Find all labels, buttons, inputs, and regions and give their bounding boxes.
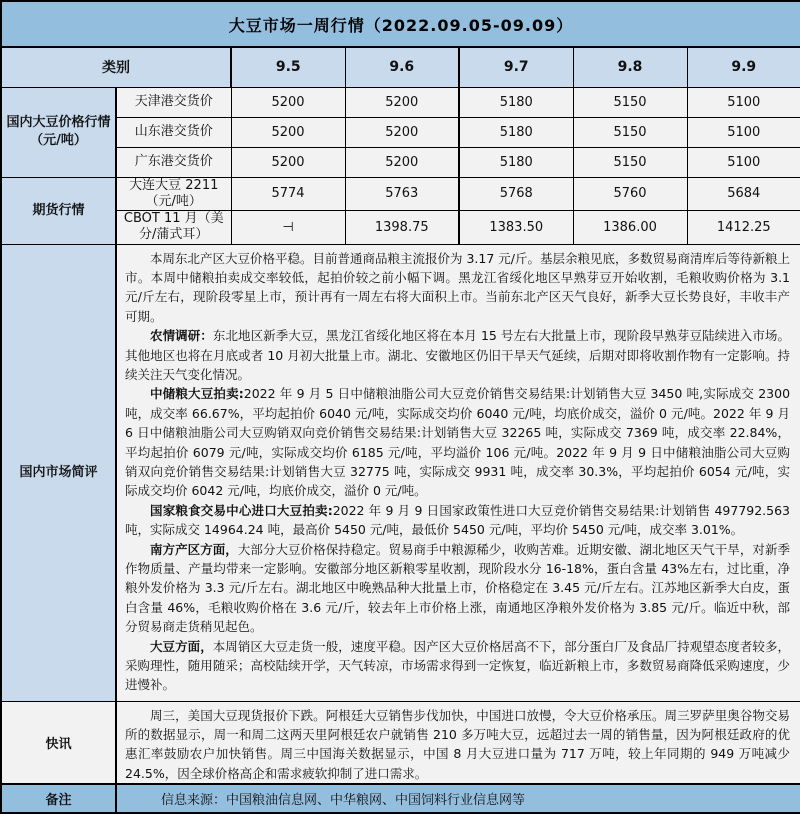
information-sources: 信息来源：中国粮油信息网、中华粮网、中国饲料行业信息网等 xyxy=(116,784,800,813)
price-cell: 1398.75 xyxy=(345,211,459,245)
column-header-category: 类别 xyxy=(1,47,231,87)
row-label-shandong-port: 山东港交货价 xyxy=(116,117,231,147)
price-cell: 5150 xyxy=(573,117,687,147)
column-header-date-9-9: 9.9 xyxy=(687,47,800,87)
price-cell: 5768 xyxy=(459,177,573,211)
commentary-paragraph: 南方产区方面，大部分大豆价格保持稳定。贸易商手中粮源稀少，收购苦难。近期安徽、湖北地区天气干旱，对新季作物质量、产量均带来一定影响。安徽部分地区新粮零星收割，现阶段水分 16-18%，蛋白含量 43%左右，过比重，净粮外发价格为 3.3 元/斤左右。湖北地区中晚熟品种大批量上市，价格稳定在 3.45 元/斤左右。江苏地区新季大白皮，蛋白含量 46%，毛粮收购价格在 3.6 元/斤，较去年上市价格上涨，南通地区净粮外发价格为 3.85 元/斤。临近中秋，部分贸易商走货稍见起色。 xyxy=(125,541,791,635)
row-label-tianjin-port: 天津港交货价 xyxy=(116,87,231,117)
price-cell: 5200 xyxy=(231,117,345,147)
price-cell-no-data: ⊣ xyxy=(231,211,345,245)
commentary-paragraph: 国家粮食交易中心进口大豆拍卖:2022 年 9 月 9 日国家政策性进口大豆竞价销售交易结果:计划销售 497792.563 吨，实际成交 14964.24 吨，最高价 5450 元/吨，最低价 5450 元/吨，平均价 5450 元/吨，成交率 3.01%。 xyxy=(125,502,791,538)
price-cell: 5180 xyxy=(459,147,573,177)
price-cell: 1386.00 xyxy=(573,211,687,245)
price-cell: 5774 xyxy=(231,177,345,211)
commentary-paragraph: 大豆方面，本周销区大豆走货一般，速度平稳。因产区大豆价格居高不下，部分蛋白厂及食品厂持观望态度者较多，采购理性，随用随采；高校陆续开学，天气转凉，市场需求得到一定恢复，临近新粮上市，多数贸易商降低采购速度，少进慢补。 xyxy=(125,638,791,693)
news-paragraph: 周三，美国大豆现货报价下跌。阿根廷大豆销售步伐加快，中国进口放慢，令大豆价格承压。周三罗萨里奥谷物交易所的数据显示，周一和周二这两天里阿根廷农户就销售 210 多万吨大豆，远超过去一周的销售量，因为阿根廷政府的优惠汇率鼓励农户加快销售。周三中国海关数据显示，中国 8 月大豆进口量为 717 万吨，较上年同期的 949 万吨减少 24.5%，因全球价格高企和需求疲软抑制了进口需求。 xyxy=(125,707,791,781)
price-cell: 1412.25 xyxy=(687,211,800,245)
price-cell: 5180 xyxy=(459,117,573,147)
commentary-paragraph: 农情调研：东北地区新季大豆，黑龙江省绥化地区将在本月 15 号左右大批量上市，现阶段早熟芽豆陆续进入市场。其他地区也将在月底或者 10 月初大批量上市。湖北、安徽地区仍旧干旱天气延续，后期对即将收割作物有一定影响。持续关注天气变化情况。 xyxy=(125,328,791,382)
price-cell: 5763 xyxy=(345,177,459,211)
column-header-date-9-7: 9.7 xyxy=(459,47,573,87)
price-cell: 1383.50 xyxy=(459,211,573,245)
price-cell: 5180 xyxy=(459,87,573,117)
price-cell: 5150 xyxy=(573,87,687,117)
row-label-dalian-soybean-2211: 大连大豆 2211（元/吨） xyxy=(116,177,231,211)
price-cell: 5200 xyxy=(231,147,345,177)
price-cell: 5684 xyxy=(687,177,800,211)
price-cell: 5200 xyxy=(345,147,459,177)
commentary-paragraph: 中储粮大豆拍卖:2022 年 9 月 5 日中储粮油脂公司大豆竞价销售交易结果:计划销售大豆 3450 吨,实际成交 2300 吨，成交率 66.67%，平均起拍价 6040 元/吨，实际成交均价 6040 元/吨，均底价成交，溢价 0 元/吨。2022 年 9 月 6 日中储粮油脂公司大豆购销双向竞价销售交易结果:计划销售大豆 32265 吨，实际成交 7369 吨，成交率 22.84%，平均起拍价 6079 元/吨，实际成交均价 6185 元/吨，平均溢价 106 元/吨。2022 年 9 月 9 日中储粮油脂公司大豆购销双向竞价销售交易结果:计划销售大豆 32775 吨，实际成交 9931 吨，成交率 30.3%，平均起拍价 6054 元/吨，实际成交均价 6042 元/吨，均底价成交，溢价 0 元/吨。 xyxy=(125,386,791,499)
price-cell: 5200 xyxy=(231,87,345,117)
row-label-cbot-november: CBOT 11 月（美分/蒲式耳） xyxy=(116,211,231,245)
section-label-futures: 期货行情 xyxy=(1,177,116,244)
price-cell: 5200 xyxy=(345,87,459,117)
news-flash-text xyxy=(116,701,800,784)
price-cell: 5150 xyxy=(573,147,687,177)
commentary-paragraph: 本周东北产区大豆价格平稳。目前普通商品粮主流报价为 3.17 元/斤。基层余粮见底，多数贸易商清库后等待新粮上市。本周中储粮拍卖成交率较低，起拍价较之前小幅下调。黑龙江省绥化地区早熟芽豆开始收割，毛粮收购价格为 3.1 元/斤左右，现阶段零星上市，预计再有一周左右将大面积上市。当前东北产区天气良好，新季大豆长势良好，丰收丰产可期。 xyxy=(125,250,791,324)
section-label-notes: 备注 xyxy=(1,784,116,813)
row-label-guangdong-port: 广东港交货价 xyxy=(116,147,231,177)
price-cell: 5100 xyxy=(687,87,800,117)
section-label-market-commentary: 国内市场简评 xyxy=(1,244,116,701)
price-cell: 5760 xyxy=(573,177,687,211)
price-cell: 5100 xyxy=(687,117,800,147)
column-header-date-9-8: 9.8 xyxy=(573,47,687,87)
section-label-news-flash: 快讯 xyxy=(1,701,116,784)
market-commentary-text xyxy=(116,244,800,701)
price-cell: 5200 xyxy=(345,117,459,147)
column-header-date-9-6: 9.6 xyxy=(345,47,459,87)
price-cell: 5100 xyxy=(687,147,800,177)
column-header-date-9-5: 9.5 xyxy=(231,47,345,87)
page-title: 大豆市场一周行情（2022.09.05-09.09） xyxy=(1,1,800,47)
section-label-domestic-prices: 国内大豆价格行情（元/吨） xyxy=(1,87,116,177)
